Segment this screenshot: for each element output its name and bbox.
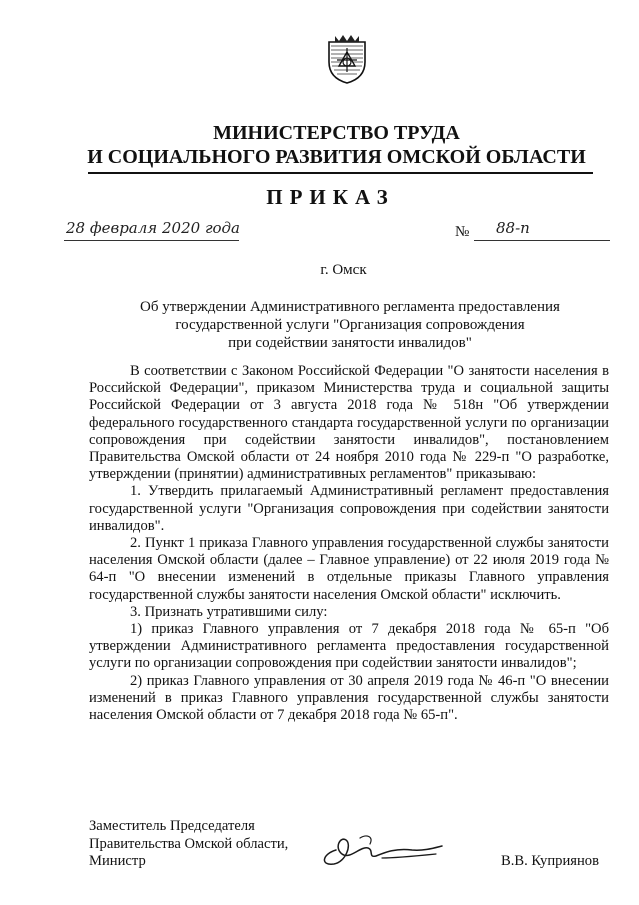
ministry-name-line2: И СОЦИАЛЬНОГО РАЗВИТИЯ ОМСКОЙ ОБЛАСТИ [87, 146, 586, 168]
body-paragraph: 1) приказ Главного управления от 7 декабря 2018 года № 65-п "Об утверждении Административного регламента предоставления государственной услуги по организации сопровождения при содействии занятости инвалидов"; [89, 621, 609, 672]
header-divider [88, 172, 593, 174]
order-number: 88-п [496, 219, 530, 237]
order-title [140, 298, 560, 352]
signatory-name: В.В. Куприянов [501, 853, 599, 869]
order-title-line: при содействии занятости инвалидов" [228, 335, 472, 351]
number-underline [474, 240, 610, 241]
order-number-label: № [455, 224, 470, 240]
signatory-position [89, 818, 288, 871]
body-paragraph: В соответствии с Законом Российской Федерации "О занятости населения в Российской Федерации", приказом Министерства труда и социальной защиты Российской Федерации от 3 августа 2018 года № 518н "Об утверждении федерального государственного стандарта государственной услуги по организации сопровождения при содействии занятости инвалидов", постановлением Правительства Омской области от 24 ноября 2010 года № 229-п "О разработке, утверждении (принятии) административных регламентов" приказываю: [89, 363, 609, 483]
body-paragraph: 1. Утвердить прилагаемый Административный регламент предоставления государственной услуги "Организация сопровождения при содействии занятости инвалидов". [89, 483, 609, 534]
order-title-line: государственной услуги "Организация сопровождения [175, 317, 525, 333]
date-underline [64, 240, 239, 241]
order-title-line: Об утверждении Административного регламента предоставления [140, 299, 560, 315]
signatory-position-line: Правительства Омской области, [89, 835, 289, 852]
body-paragraph: 2. Пункт 1 приказа Главного управления государственной службы занятости населения Омской области (далее – Главное управление) от 22 июля 2019 года № 64-п "О внесении изменений в отдельные приказы Главного управления государственной службы занятости населения Омской области" исключить. [89, 535, 609, 603]
signatory-position-line: Заместитель Председателя [89, 818, 255, 834]
signatory-position-line: Министр [89, 853, 146, 869]
body-paragraph: 3. Признать утратившими силу: [130, 603, 328, 620]
handwritten-signature-icon [316, 828, 446, 870]
ministry-name-line1: МИНИСТЕРСТВО ТРУДА [213, 122, 460, 144]
omsk-coat-of-arms-icon [325, 32, 369, 84]
document-type-heading: ПРИКАЗ [266, 185, 395, 209]
body-paragraph: 2) приказ Главного управления от 30 апреля 2019 года № 46-п "О внесении изменений в приказ Главного управления государственной службы занятости населения Омской области от 7 декабря 2018 года № 65-п". [89, 672, 609, 724]
order-date: 28 февраля 2020 года [66, 219, 241, 237]
city: г. Омск [320, 262, 367, 278]
order-body [89, 363, 609, 724]
